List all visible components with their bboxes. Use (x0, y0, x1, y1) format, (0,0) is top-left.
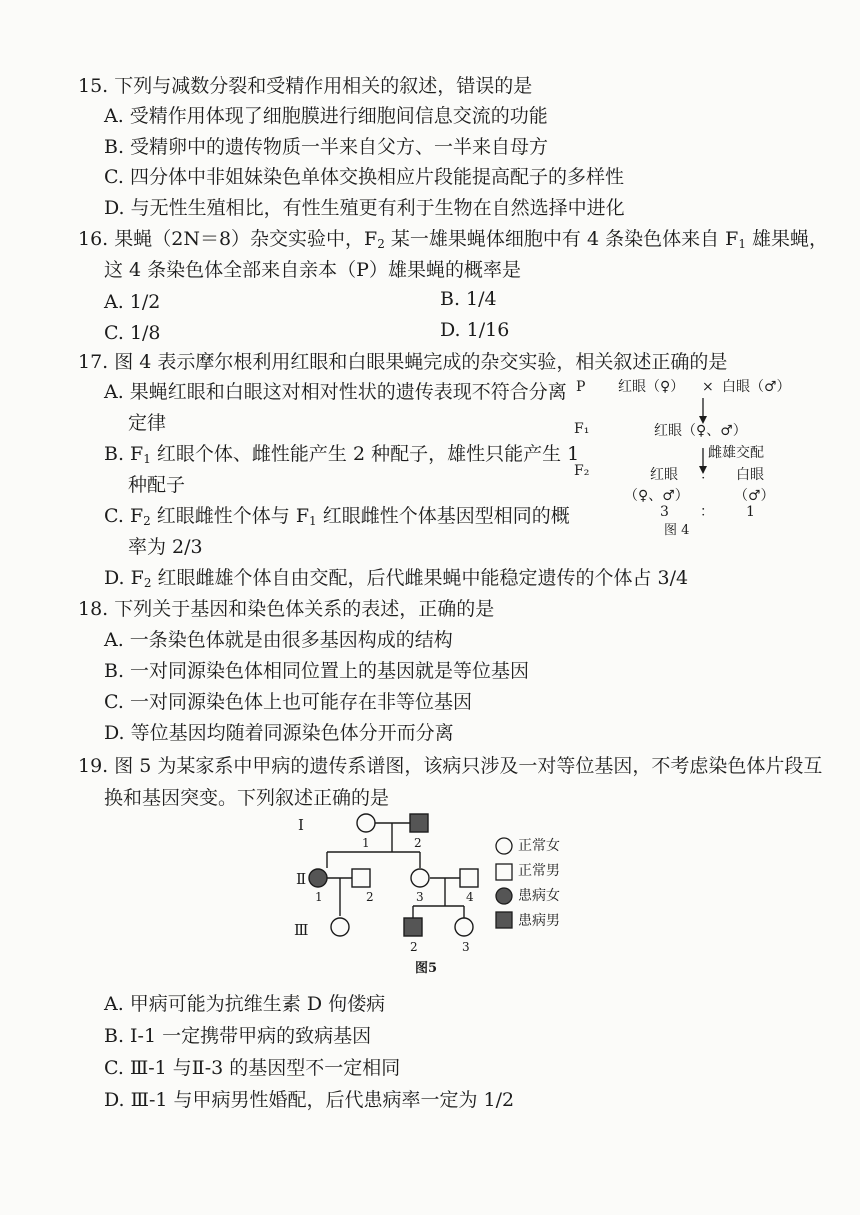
q17-b-part: 红眼个体、雌性能产生 2 种配子，雄性只能产生 1 (150, 443, 580, 465)
fig5-num-II-2: 2 (366, 890, 374, 904)
pedigree-III-2-affected-male (404, 918, 422, 936)
fig5-num-I-2: 2 (414, 836, 422, 850)
fig4-colon: ： (700, 467, 714, 483)
q17-b-subscript: 1 (143, 452, 151, 466)
q17-option-c-line2: 率为 2/3 (128, 536, 203, 558)
fig5-legend-symbols (494, 836, 516, 936)
q19-option-d: D. Ⅲ-1 与甲病男性婚配，后代患病率一定为 1/2 (104, 1089, 515, 1111)
q18-option-d: D. 等位基因均随着同源染色体分开而分离 (104, 722, 454, 744)
q16-stem-part: 某一雄果蝇体细胞中有 4 条染色体来自 F (384, 228, 739, 250)
q15-option-b: B. 受精卵中的遗传物质一半来自父方、一半来自母方 (104, 136, 549, 158)
q18-option-c: C. 一对同源染色体上也可能存在非等位基因 (104, 691, 472, 713)
q18-option-a: A. 一条染色体就是由很多基因构成的结构 (104, 629, 453, 651)
pedigree-I-2-affected-male (410, 814, 428, 832)
pedigree-II-3-normal-female (411, 869, 429, 887)
fig4-p-red: 红眼（♀） (618, 379, 685, 395)
legend-normal-male-symbol (496, 864, 512, 880)
q15-option-d: D. 与无性生殖相比，有性生殖更有利于生物在自然选择中进化 (104, 197, 625, 219)
q17-d-subscript: 2 (143, 576, 152, 590)
q18-stem: 18. 下列关于基因和染色体关系的表述，正确的是 (78, 598, 495, 620)
q19-option-a: A. 甲病可能为抗维生素 D 佝偻病 (104, 993, 386, 1015)
fig5-gen-III: Ⅲ (294, 921, 309, 939)
q17-c-part: 红眼雌性个体与 F (150, 505, 310, 527)
q17-stem: 17. 图 4 表示摩尔根利用红眼和白眼果蝇完成的杂交实验，相关叙述正确的是 (78, 351, 728, 373)
q16-option-c: C. 1/8 (104, 322, 161, 344)
pedigree-III-3-normal-female (455, 918, 473, 936)
fig4-f1-red: 红眼（♀、♂） (654, 423, 747, 439)
q16-stem-line1 (78, 227, 828, 256)
q17-option-a-line2: 定律 (128, 412, 167, 434)
fig4-f2-red: 红眼 (650, 467, 678, 483)
fig4-f2-white: 白眼 (736, 467, 764, 483)
q17-option-b-line2: 种配子 (128, 474, 186, 496)
q16-stem-part: 16. 果蝇（2N＝8）杂交实验中，F (78, 228, 378, 250)
q16-subscript: 1 (738, 237, 746, 251)
fig4-ratio-b: 1 (746, 504, 755, 520)
pedigree-II-4-normal-male (460, 869, 478, 887)
fig4-f2-label: F₂ (574, 463, 590, 479)
fig5-gen-I: Ⅰ (298, 816, 304, 834)
fig5-gen-II: Ⅱ (296, 870, 307, 888)
q17-c-subscript: 2 (143, 514, 151, 528)
legend-normal-male: 正常男 (518, 863, 560, 879)
fig4-cross: × (702, 379, 714, 395)
fig4-p-white: 白眼（♂） (722, 379, 791, 395)
pedigree-I-1-normal-female (357, 814, 375, 832)
fig5-num-II-3: 3 (416, 890, 424, 904)
q17-c-part: C. F (104, 505, 144, 527)
q16-stem-part: 雄果蝇， (745, 228, 829, 250)
q19-stem-line1: 19. 图 5 为某家系中甲病的遗传系谱图，该病只涉及一对等位基因，不考虑染色体片段互 (78, 755, 823, 777)
q17-option-c-line1 (104, 504, 570, 533)
fig4-f1-label: F₁ (574, 421, 590, 437)
fig5-num-II-1: 1 (315, 890, 323, 904)
legend-affected-female: 患病女 (518, 888, 560, 904)
legend-normal-female-symbol (496, 838, 512, 854)
q17-option-b-line1 (104, 442, 579, 471)
fig4-f2-white-sex: （♂） (734, 488, 775, 504)
fig5-num-I-1: 1 (362, 836, 370, 850)
legend-normal-female: 正常女 (518, 838, 560, 854)
q17-d-part: 红眼雌雄个体自由交配，后代雌果蝇中能稳定遗传的个体占 3/4 (151, 567, 689, 589)
fig4-f2-red-sex: （♀、♂） (624, 488, 689, 504)
q17-option-a-line1: A. 果蝇红眼和白眼这对相对性状的遗传表现不符合分离 (104, 381, 567, 403)
pedigree-III-1-normal-female (331, 918, 349, 936)
fig4-p-label: P (576, 379, 586, 395)
q17-d-part: D. F (104, 567, 144, 589)
pedigree-II-2-normal-male (352, 869, 370, 887)
q16-option-b: B. 1/4 (440, 288, 497, 310)
q19-option-b: B. Ⅰ-1 一定携带甲病的致病基因 (104, 1025, 372, 1047)
q17-option-d (104, 566, 688, 595)
q16-subscript: 2 (377, 237, 385, 251)
fig5-caption: 图5 (415, 961, 438, 976)
fig5-num-II-4: 4 (466, 890, 474, 904)
fig5-num-III-3: 3 (462, 940, 470, 954)
legend-affected-male: 患病男 (518, 913, 560, 929)
legend-affected-female-symbol (496, 888, 512, 904)
q15-option-a: A. 受精作用体现了细胞膜进行细胞间信息交流的功能 (104, 105, 548, 127)
fig5-num-III-2: 2 (410, 940, 418, 954)
fig4-caption: 图 4 (664, 523, 690, 538)
q19-stem-line2: 换和基因突变。下列叙述正确的是 (104, 787, 390, 809)
q19-option-c: C. Ⅲ-1 与Ⅱ-3 的基因型不一定相同 (104, 1057, 401, 1079)
fig4-ratio-a: 3 (660, 504, 669, 520)
fig4-mating: 雌雄交配 (708, 445, 764, 461)
q17-c-part: 红眼雌性个体基因型相同的概 (316, 505, 570, 527)
q16-option-a: A. 1/2 (104, 291, 161, 313)
q16-option-d: D. 1/16 (440, 319, 510, 341)
q17-c-subscript: 1 (309, 514, 317, 528)
q18-option-b: B. 一对同源染色体相同位置上的基因就是等位基因 (104, 660, 530, 682)
pedigree-II-1-affected-female (309, 869, 327, 887)
legend-affected-male-symbol (496, 912, 512, 928)
q16-stem-line2: 这 4 条染色体全部来自亲本（P）雄果蝇的概率是 (104, 259, 521, 281)
q15-option-c: C. 四分体中非姐妹染色单体交换相应片段能提高配子的多样性 (104, 166, 624, 188)
q17-b-part: B. F (104, 443, 144, 465)
q15-stem: 15. 下列与减数分裂和受精作用相关的叙述，错误的是 (78, 75, 533, 97)
fig4-ratio-colon: ： (700, 504, 714, 520)
